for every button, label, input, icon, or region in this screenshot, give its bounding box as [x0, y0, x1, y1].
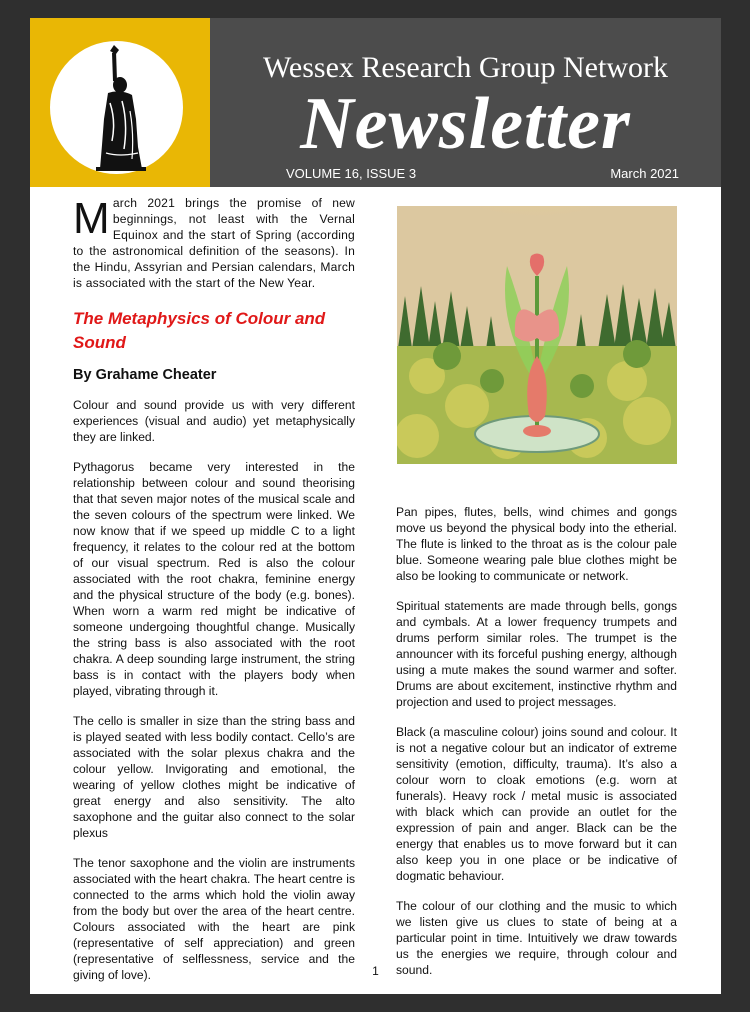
logo-panel [30, 18, 210, 187]
issue-date: March 2021 [610, 166, 679, 181]
article-paragraph: Colour and sound provide us with very different experiences (visual and audio) yet metaphysically they are linked. [73, 398, 355, 444]
painting-illustration [397, 206, 677, 464]
drop-cap: M [73, 194, 110, 243]
article-paragraph: Black (a masculine colour) joins sound and colour. It is not a negative colour but an indicator of extreme sensitivity (emotion, difficulty, trauma). It’s also a colour worn to cloak emotions (e.g. worn at funerals). Heavy rock / metal music is associated with black which can provide an outlet for the expression of pain and anger. Black can be the energy that enables us to move forward but it can also keep you in one place or be indicative of dogmatic behaviour. [396, 725, 677, 883]
intro-text: arch 2021 brings the promise of new beginnings, not least with the Vernal Equinox and the start of Spring (according to the astronomical definition of the seasons). In the Hindu, Assyrian and Persian calendars, March is associated with the start of the New Year. [73, 196, 355, 290]
painting-image [397, 206, 677, 464]
article-paragraph: The colour of our clothing and the music to which we listen give us clues to state of being at a particular point in time. Intuitively we draw towards us the energies we require, through colour and sound. [396, 899, 677, 977]
statue-figure-icon [50, 41, 183, 174]
masthead [210, 18, 721, 187]
article-paragraph: The tenor saxophone and the violin are instruments associated with the heart chakra. The heart centre is connected to the arms which hold the violin away from the body but over the area of the heart centre. Colours associated with the heart are pink (representative of self appreciation) and green (representative of selflessness, service and the giving of love). [73, 856, 355, 982]
left-column [73, 195, 355, 997]
right-column [396, 504, 677, 992]
article-byline: By Grahame Cheater [73, 367, 217, 383]
logo-circle [50, 41, 183, 174]
volume-issue: VOLUME 16, ISSUE 3 [286, 166, 417, 181]
article-title: The Metaphysics of Colour and Sound [73, 309, 326, 352]
newsletter-title: Newsletter [300, 83, 631, 165]
page-number: 1 [372, 964, 379, 978]
article-paragraph: Pan pipes, flutes, bells, wind chimes and gongs move us beyond the physical body into the etherial. The flute is linked to the throat as is the colour pale blue. Someone wearing pale blue clothes might be also be looking to communicate or network. [396, 505, 677, 583]
newsletter-page [30, 18, 721, 994]
org-name: Wessex Research Group Network [263, 51, 668, 84]
article-paragraph: Spiritual statements are made through bells, gongs and cymbals. At a lower frequency trumpets and drums perform similar roles. The trumpet is the announcer with its forceful pushing energy, although using a mute makes the sound warmer and softer. Drums are about excitement, instinctive rhythm and projection and used to project messages. [396, 599, 677, 709]
intro-paragraph [73, 195, 355, 291]
article-paragraph: Pythagorus became very interested in the relationship between colour and sound theorising that that seven major notes of the musical scale and the seven colours of the spectrum were linked. We now know that if we speed up middle C to a light frequency, it relates to the colour red at the bottom of our visual spectrum. Red is also the colour associated with the root chakra, feminine energy and the physical structure of the body (e.g. bones). When worn a warm red might be indicative of someone undergoing thoughtful change. Musically the string bass is also associated with the root chakra. A deep sounding large instrument, the string bass is in contact with the players body when played, vibrating through it. [73, 460, 355, 698]
article-paragraph: The cello is smaller in size than the string bass and is played seated with less bodily contact. Cello’s are associated with the solar plexus chakra and the colour yellow. Invigorating and emotional, the wearing of yellow clothes might be indicative of great energy and also sensitivity. The alto saxophone and the guitar also connect to the solar plexus [73, 714, 355, 840]
